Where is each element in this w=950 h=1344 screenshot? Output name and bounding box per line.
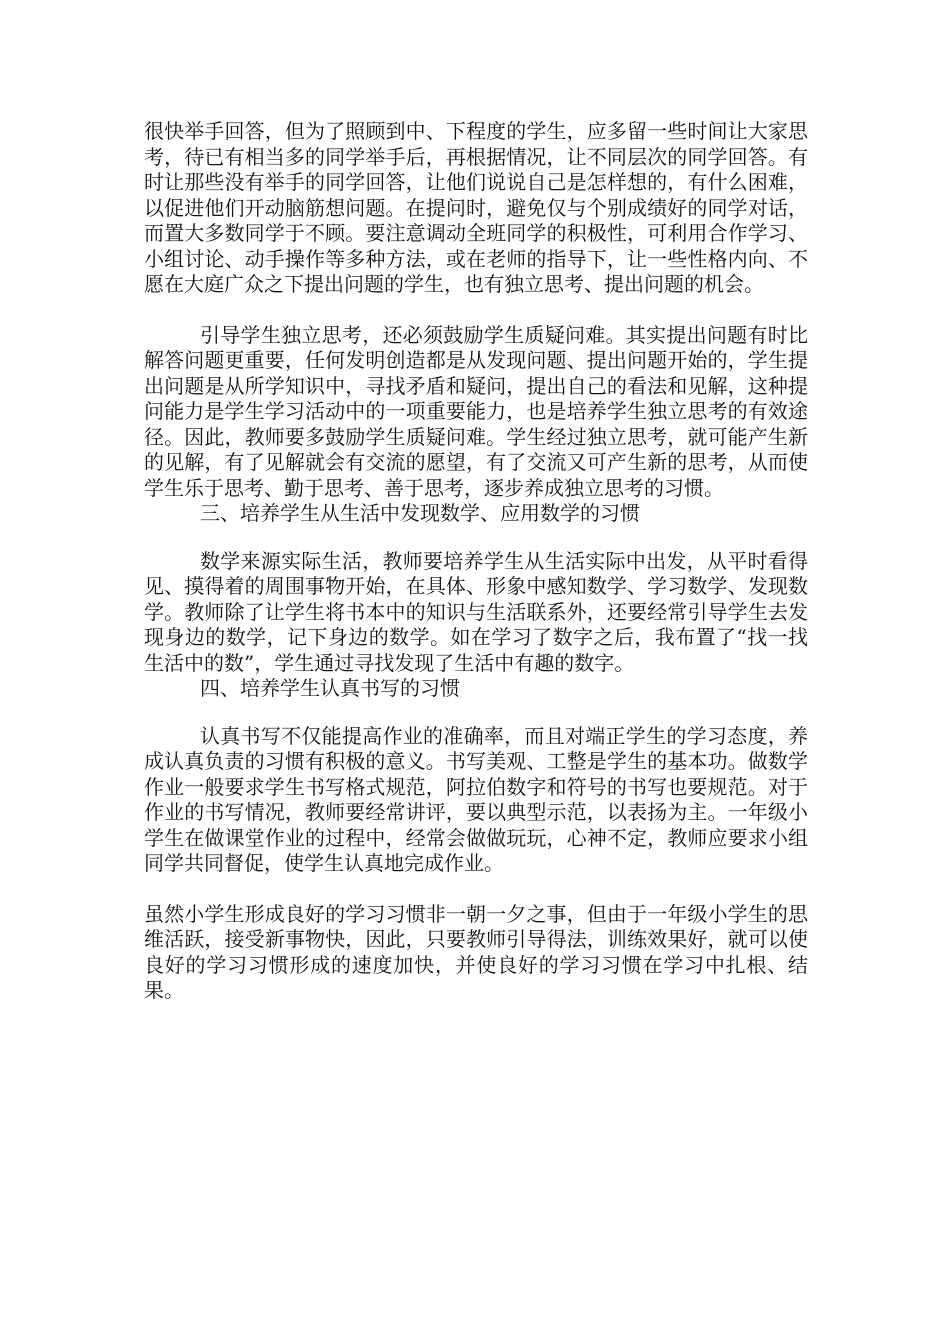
section-heading-3: 三、培养学生从生活中发现数学、应用数学的习惯 [200,501,640,525]
paragraph-conclusion: 虽然小学生形成良好的学习习惯非一朝一夕之事，但由于一年级小学生的思维活跃，接受新事物快，因此，只要教师引导得法，训练效果好，就可以使良好的学习习惯形成的速度加快，并使良好的学习习惯在学习中扎根、结果。 [144,901,808,1002]
paragraph-writing: 认真书写不仅能提高作业的准确率，而且对端正学生的学习态度，养成认真负责的习惯有积极的意义。书写美观、工整是学生的基本功。做数学作业一般要求学生书写格式规范，阿拉伯数字和符号的书写也要规范。对于作业的书写情况，教师要经常讲评，要以典型示范，以表扬为主。一年级小学生在做课堂作业的过程中，经常会做做玩玩，心神不定，教师应要求小组同学共同督促，使学生认真地完成作业。 [144,723,808,875]
section-heading-4: 四、培养学生认真书写的习惯 [200,676,460,700]
paragraph-continuation: 很快举手回答，但为了照顾到中、下程度的学生，应多留一些时间让大家思考，待已有相当多的同学举手后，再根据情况，让不同层次的同学回答。有时让那些没有举手的同学回答，让他们说说自己是怎样想的，有什么困难，以促进他们开动脑筋想问题。在提问时，避免仅与个别成绩好的同学对话，而置大多数同学于不顾。要注意调动全班同学的积极性，可利用合作学习、小组讨论、动手操作等多种方法，或在老师的指导下，让一些性格内向、不愿在大庭广众之下提出问题的学生，也有独立思考、提出问题的机会。 [144,119,808,296]
paragraph-questioning: 引导学生独立思考，还必须鼓励学生质疑问难。其实提出问题有时比解答问题更重要，任何发明创造都是从发现问题、提出问题开始的，学生提出问题是从所学知识中，寻找矛盾和疑问，提出自己的看法和见解，这种提问能力是学生学习活动中的一项重要能力，也是培养学生独立思考的有效途径。因此，教师要多鼓励学生质疑问难。学生经过独立思考，就可能产生新的见解，有了见解就会有交流的愿望，有了交流又可产生新的思考，从而使学生乐于思考、勤于思考、善于思考，逐步养成独立思考的习惯。 [144,322,808,500]
document-body [144,119,808,1004]
paragraph-life-math: 数学来源实际生活，教师要培养学生从生活实际中出发，从平时看得见、摸得着的周围事物开始，在具体、形象中感知数学、学习数学、发现数学。教师除了让学生将书本中的知识与生活联系外，还要经常引导学生去发现身边的数学，记下身边的数学。如在学习了数字之后，我布置了“找一找生活中的数”，学生通过寻找发现了生活中有趣的数字。 [144,548,808,675]
